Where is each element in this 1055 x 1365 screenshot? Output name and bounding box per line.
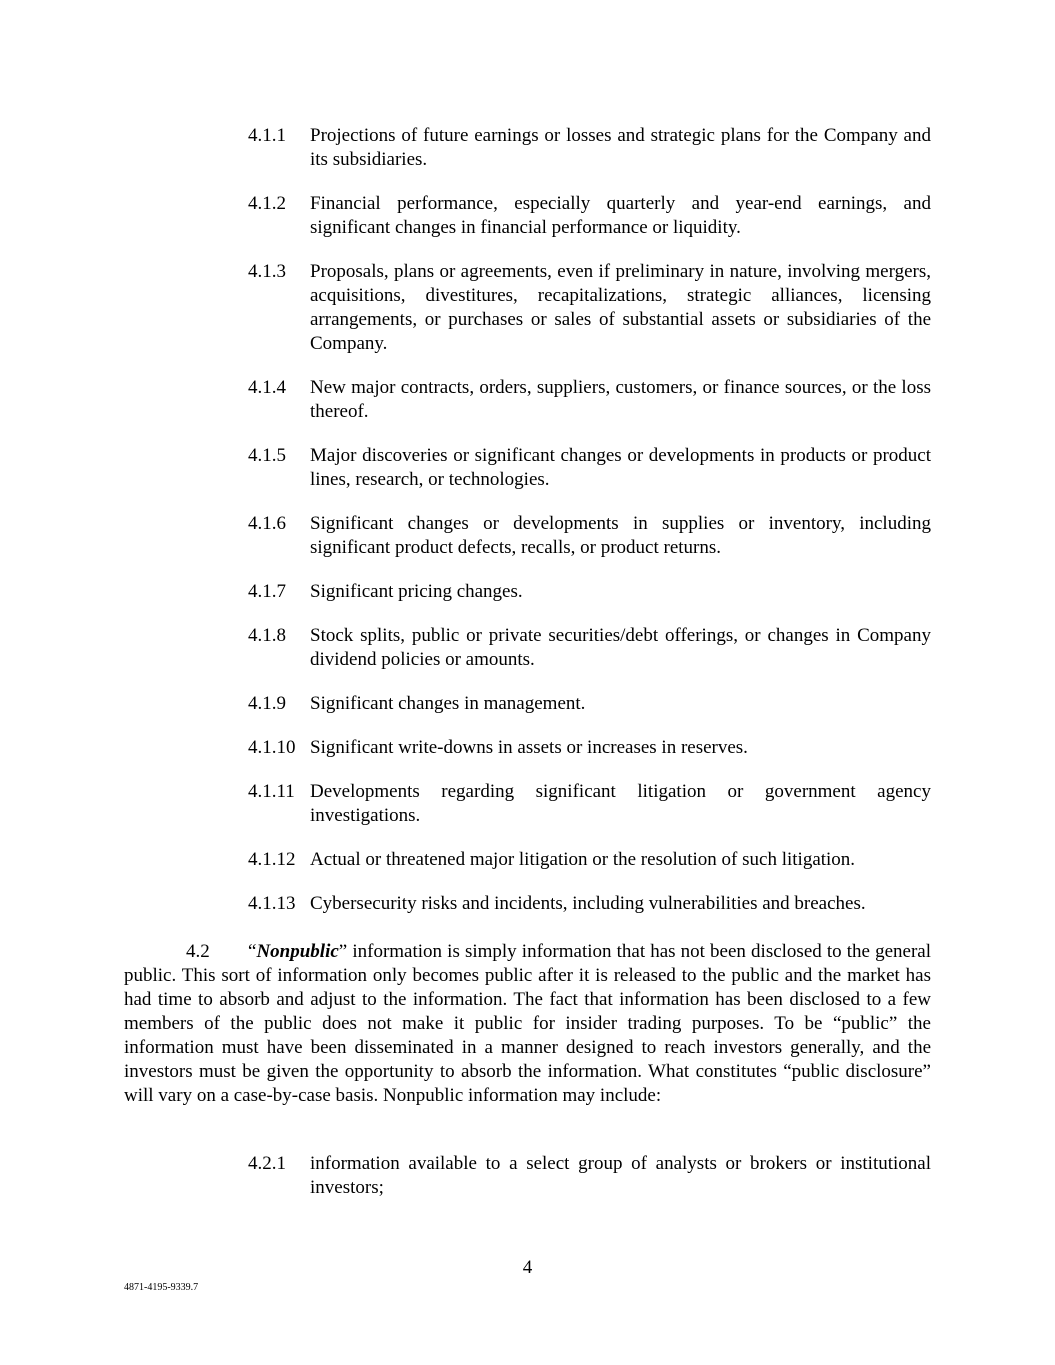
item-text: Significant changes or developments in supplies or inventory, including significant product defects, recalls, or product returns.	[310, 513, 931, 558]
list-item	[248, 192, 931, 240]
list-item	[248, 376, 931, 424]
section-4-1-list	[248, 124, 931, 936]
item-number: 4.1.11	[248, 781, 295, 802]
page-number: 4	[522, 1257, 533, 1278]
item-text: Stock splits, public or private securities/debt offerings, or changes in Company dividend policies or amounts.	[310, 625, 931, 670]
item-number: 4.1.3	[248, 261, 286, 282]
list-item	[248, 124, 931, 172]
item-number: 4.1.5	[248, 445, 286, 466]
section-number: 4.2	[186, 941, 210, 962]
list-item	[248, 892, 931, 916]
item-text: Cybersecurity risks and incidents, including vulnerabilities and breaches.	[310, 893, 866, 914]
item-number: 4.1.13	[248, 893, 296, 914]
defined-term: Nonpublic	[256, 941, 339, 962]
item-text: Significant pricing changes.	[310, 581, 523, 602]
item-number: 4.1.10	[248, 737, 296, 758]
list-item	[248, 692, 931, 716]
item-number: 4.1.7	[248, 581, 286, 602]
list-item	[248, 580, 931, 604]
item-number: 4.1.1	[248, 125, 286, 146]
item-number: 4.1.2	[248, 193, 286, 214]
list-item	[248, 260, 931, 356]
item-number: 4.2.1	[248, 1153, 286, 1174]
item-text: Financial performance, especially quarterly and year-end earnings, and significant changes in financial performance or liquidity.	[310, 193, 931, 238]
list-item	[248, 512, 931, 560]
item-number: 4.1.12	[248, 849, 296, 870]
item-number: 4.1.4	[248, 377, 286, 398]
section-4-2-paragraph	[124, 940, 931, 1108]
open-quote: “	[248, 941, 257, 962]
item-text: New major contracts, orders, suppliers, customers, or finance sources, or the loss thereof.	[310, 377, 931, 422]
section-4-2-list	[248, 1152, 931, 1220]
list-item	[248, 848, 931, 872]
item-number: 4.1.6	[248, 513, 286, 534]
item-text: Proposals, plans or agreements, even if preliminary in nature, involving mergers, acquisitions, divestitures, recapitalizations, strategic alliances, licensing arrangements, or purchases or sales of substantial assets or subsidiaries of the Company.	[310, 261, 931, 354]
paragraph-body: information is simply information that has not been disclosed to the general public. This sort of information only becomes public after it is released to the public and the market has had time to absorb and adjust to the information. The fact that information has been disclosed to a few members of the public does not make it public for insider trading purposes. To be “public” the information must have been disseminated in a manner designed to reach investors generally, and the investors must be given the opportunity to absorb the information. What constitutes “public disclosure” will vary on a case-by-case basis. Nonpublic information may include:	[124, 941, 931, 1106]
item-text: Significant changes in management.	[310, 693, 586, 714]
list-item	[248, 444, 931, 492]
list-item	[248, 780, 931, 828]
item-text: information available to a select group of analysts or brokers or institutional investors;	[310, 1153, 931, 1198]
item-text: Significant write-downs in assets or increases in reserves.	[310, 737, 748, 758]
document-id: 4871-4195-9339.7	[124, 1282, 199, 1293]
close-quote: ”	[338, 941, 348, 962]
list-item	[248, 1152, 931, 1200]
item-number: 4.1.8	[248, 625, 286, 646]
list-item	[248, 736, 931, 760]
item-text: Major discoveries or significant changes or developments in products or product lines, research, or technologies.	[310, 445, 931, 490]
list-item	[248, 624, 931, 672]
item-text: Actual or threatened major litigation or the resolution of such litigation.	[310, 849, 856, 870]
item-text: Projections of future earnings or losses and strategic plans for the Company and its subsidiaries.	[310, 125, 931, 170]
item-text: Developments regarding significant litigation or government agency investigations.	[310, 781, 931, 826]
item-number: 4.1.9	[248, 693, 286, 714]
